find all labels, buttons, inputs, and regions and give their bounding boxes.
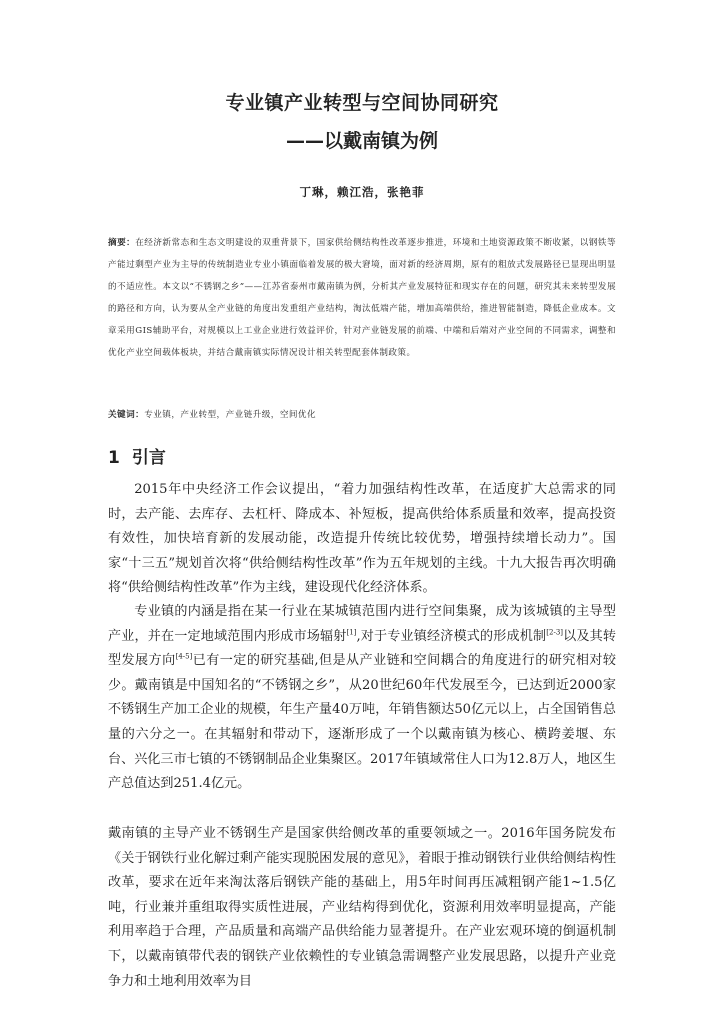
citation-ref: [1] [346,628,357,637]
keywords-text: 专业镇，产业转型，产业链升级，空间优化 [144,410,317,420]
author-list: 丁琳，赖江浩，张艳菲 [299,185,425,199]
keywords-label: 关键词： [108,410,145,420]
paragraph-text [108,600,616,797]
citation-ref: [4-5] [175,652,193,661]
abstract-text: 在经济新常态和生态文明建设的双重背景下，国家供给侧结构性改革逐步推进，环境和土地资源政策不断收紧，以钢铁等产能过剩型产业为主导的传统制造业专业小镇面临着发展的极大窘境，面对新的经济周期，原有的粗放式发展路径已显现出明显的不适应性。本文以“不锈钢之乡”——江苏省泰州市戴南镇为例，分析其产业发展特征和现实存在的问题，研究其未来转型发展的路径和方向，认为要从全产业链的角度出发重组产业结构，淘汰低端产能，增加高端供给，推进智能制造，降低企业成本。文章采用GIS辅助平台，对规模以上工业企业进行效益评价，针对产业链发展的前端、中端和后端对产业空间的不同需求，调整和优化产业空间载体板块，并结合戴南镇实际情况设计相关转型配套体制政策。 [108,238,616,359]
body-paragraph-1 [108,478,616,601]
paragraph-segment: 以及其转型发展方向 [108,628,617,669]
keywords-block [108,408,616,420]
paragraph-segment: 已有一定的研究基础,但是从产业链和空间耦合的角度进行的研究相对较少。戴南镇是中国知名的“不锈钢之乡”，从20世纪60年代发展至今，已达到近2000家不锈钢生产加工企业的规模，年生产量40万吨，年销售额达50亿元以上，占全国销售总量的六分之一。在其辐射和带动下，逐渐形成了一个以戴南镇为核心、横跨姜堰、东台、兴化三市七镇的不锈钢制品企业集聚区。2017年镇域常住人口为12.8万人，地区生产总值达到251.4亿元。 [108,653,616,792]
abstract-label: 摘要： [108,238,136,248]
citation-ref: [2-3] [546,628,563,637]
section-number: 1 [108,448,120,468]
paragraph-segment: ,对于专业镇经济模式的形成机制 [356,628,547,644]
paragraph-text: 戴南镇的主导产业不锈钢生产是国家供给侧改革的重要领域之一。2016年国务院发布《关于钢铁行业化解过剩产能实现脱困发展的意见》，着眼于推动钢铁行业供给侧结构性改革，要求在近年来淘汰落后钢铁产能的基础上，用5年时间再压减粗钢产能1~1.5亿吨，行业兼并重组取得实质性进展，产业结构得到优化，资源利用效率明显提高，产能利用率趋于合理，产品质量和高端产品供给能力显著提升。在产业宏观环境的倒逼机制下，以戴南镇带代表的钢铁产业依赖性的专业镇急需调整产业发展思路，以提升产业竞争力和土地利用效率为目 [108,826,616,989]
paragraph-text: 2015年中央经济工作会议提出，“着力加强结构性改革，在适度扩大总需求的同时，去产能、去库存、去杠杆、降成本、补短板，提高供给体系质量和效率，提高投资有效性，加快培育新的发展动能，改造提升传统比较优势，增强持续增长动力”。国家“十三五”规划首次将“供给侧结构性改革”作为五年规划的主线。十九大报告再次明确将“供给侧结构性改革”作为主线，建设现代化经济体系。 [108,482,616,596]
paper-title: 专业镇产业转型与空间协同研究 [225,92,499,114]
paper-subtitle: ——以戴南镇为例 [285,130,438,152]
body-paragraph-2 [108,600,616,797]
paragraph-segment: 专业镇的内涵是指在某一行业在某城镇范围内进行空间集聚，成为该城镇的主导型产业，并在一定地域范围内形成市场辐射 [108,604,616,644]
section-heading [108,443,166,468]
abstract-block [108,232,616,365]
section-title: 引言 [131,448,166,468]
body-paragraph-3 [108,822,616,994]
